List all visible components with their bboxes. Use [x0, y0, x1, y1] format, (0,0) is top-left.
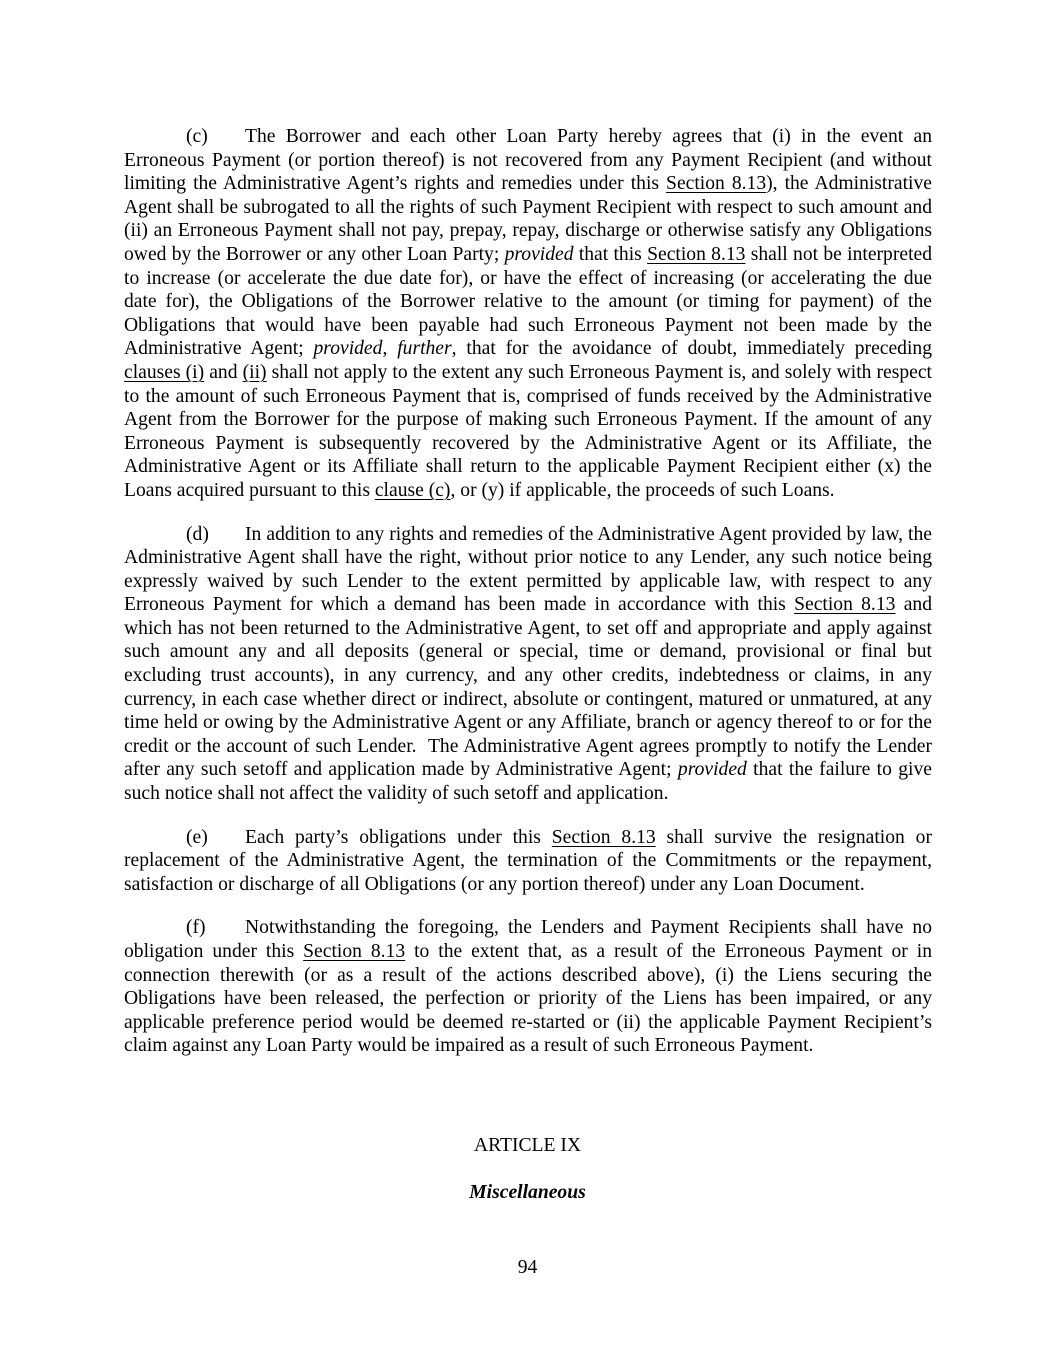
paragraph-text: and which has not been returned to the Administrative Agent, to set off and appropriate and apply against such amount any and all deposits (general or special, time or demand, provisional or final but excluding trust accounts), in any currency, and any other credits, indebtedness or claims, in any currency, in each case whether direct or indirect, absolute or contingent, matured or unmatured, at any time held or owing by the Administrative Agent or any Affiliate, branch or agency thereof to or for the credit or the account of such Lender. The Administrative Agent agrees promptly to notify the Lender after any such setoff and application made by Administrative Agent; [124, 594, 932, 781]
paragraph-text: that this [573, 243, 648, 265]
paragraph-text: ), the Administrative Agent shall be subrogated to all the rights of such Payment Recipient with respect to such amount and (ii) an Erroneous Payment shall not pay, prepay, repay, discharge or otherwise satisfy any Obligations owed by the Borrower or any other Loan Party; [124, 173, 932, 265]
paragraph-text: Each party’s obligations under this [245, 826, 552, 848]
paragraph-text: shall not apply to the extent any such Erroneous Payment is, and solely with respect to the amount of such Erroneous Payment that is, comprised of funds received by the Administrative Agent from the Borrower for the purpose of making such Erroneous Payment. If the amount of any Erroneous Payment is subsequently recovered by the Administrative Agent or its Affiliate, the Administrative Agent or its Affiliate shall return to the applicable Payment Recipient either (x) the Loans acquired pursuant to this [124, 361, 932, 501]
paragraph-e [124, 826, 932, 897]
paragraph-text: shall not be interpreted to increase (or accelerate the due date for), or have the effect of increasing (or accelerating the due date for), the Obligations of the Borrower relative to the amount (or timing for payment) of the Obligations that would have been payable had such Erroneous Payment not been made by the Administrative Agent; [124, 243, 933, 360]
section-reference: Section 8.13 [647, 243, 746, 265]
italic-term: provided [677, 759, 747, 781]
paragraph-text: , [382, 338, 398, 360]
paragraph-marker: (f) [186, 917, 206, 939]
paragraph-text: , that for the avoidance of doubt, immediately preceding [451, 338, 932, 360]
paragraph-d [124, 523, 932, 806]
paragraph-marker: (d) [186, 523, 209, 545]
paragraph-text: In addition to any rights and remedies of the Administrative Agent provided by law, the Administrative Agent shall have the right, without prior notice to any Lender, any such notice being expressly waived by such Lender to the extent permitted by applicable law, with respect to any Erroneous Payment for which a demand has been made in accordance with this [124, 523, 932, 616]
italic-term: further [397, 338, 452, 360]
page-number: 94 [517, 1257, 538, 1278]
clause-reference: clauses (i) [124, 361, 205, 383]
paragraph-f [124, 916, 932, 1058]
paragraph-text: The Borrower and each other Loan Party hereby agrees that (i) in the event an Erroneous Payment (or portion thereof) is not recovered from any Payment Recipient (and without limiting the Administrative Agent’s rights and remedies under this [124, 126, 932, 195]
document-body [124, 125, 932, 1078]
paragraph-text: shall survive the resignation or replacement of the Administrative Agent, the termination of the Commitments or the repayment, satisfaction or discharge of all Obligations (or any portion thereof) under any Loan Document. [124, 826, 932, 895]
paragraph-marker: (c) [186, 126, 208, 147]
paragraph-text: and [204, 361, 243, 383]
clause-reference: clause (c) [374, 479, 451, 501]
section-reference: Section 8.13 [303, 941, 406, 962]
section-reference: Section 8.13 [666, 173, 767, 195]
paragraph-c [124, 125, 932, 503]
italic-term: provided [504, 243, 574, 265]
section-reference: Section 8.13 [794, 594, 896, 616]
paragraph-text: , or (y) if applicable, the proceeds of such Loans. [450, 479, 835, 501]
italic-term: provided [313, 338, 383, 360]
clause-reference: (ii) [242, 361, 267, 383]
paragraph-marker: (e) [186, 826, 208, 848]
paragraph-text: Notwithstanding the foregoing, the Lenders and Payment Recipients shall have no obligation under this [124, 917, 932, 962]
article-heading: ARTICLE IX [473, 1135, 582, 1156]
paragraph-text: to the extent that, as a result of the Erroneous Payment or in connection therewith (or as a result of the actions described above), (i) the Liens securing the Obligations have been released, the perfection or priority of the Liens has been impaired, or any applicable preference period would be deemed re-started or (ii) the applicable Payment Recipient’s claim against any Loan Party would be impaired as a result of such Erroneous Payment. [124, 941, 932, 1057]
paragraph-text: that the failure to give such notice shall not affect the validity of such setoff and application. [124, 759, 932, 805]
section-reference: Section 8.13 [551, 826, 656, 848]
article-subheading: Miscellaneous [469, 1182, 586, 1203]
